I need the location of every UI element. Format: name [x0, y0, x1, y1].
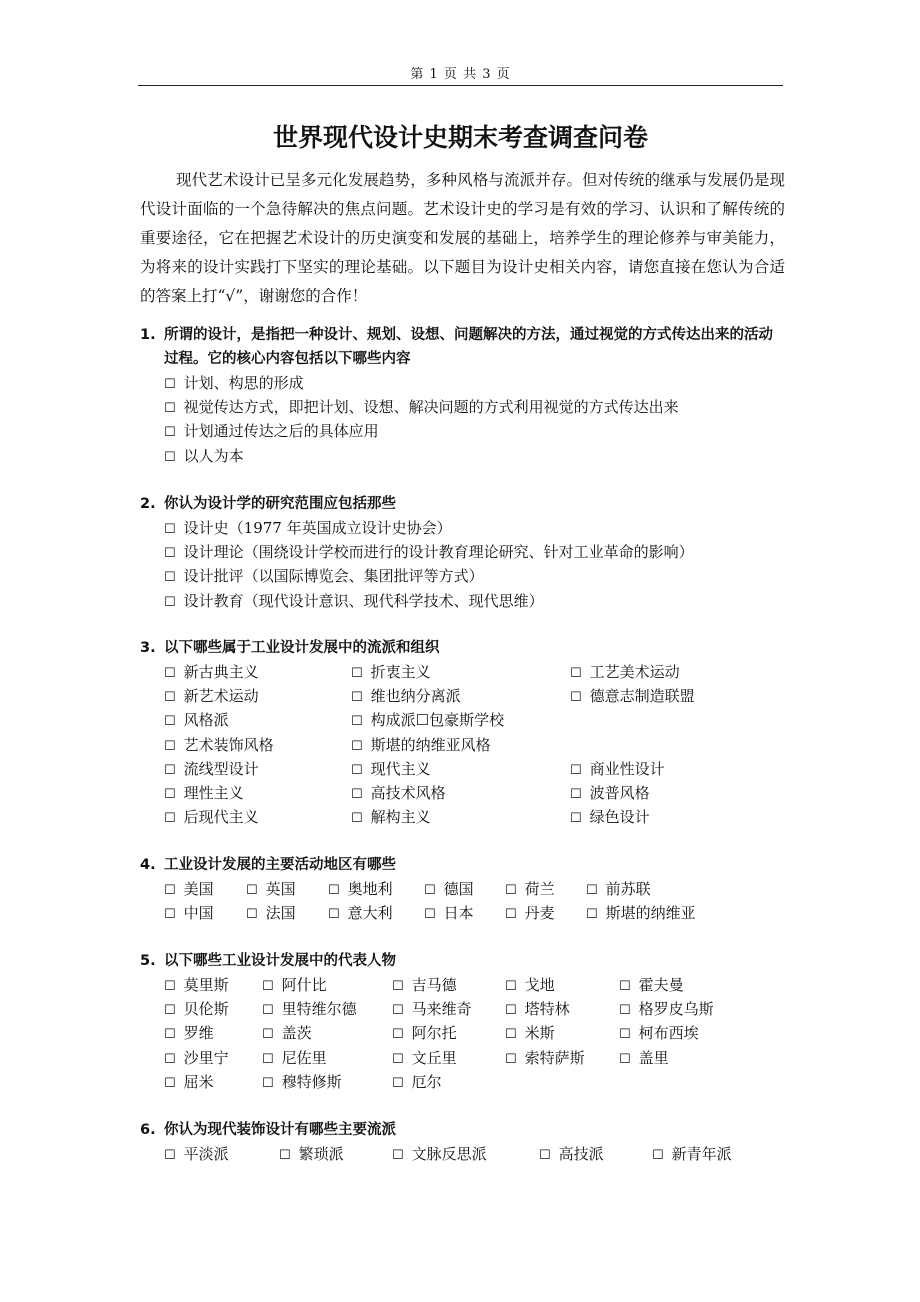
option-item[interactable] [351, 805, 431, 831]
checkbox-icon[interactable]: ☐ [164, 883, 176, 898]
option-label: 构成派☐包豪斯学校 [370, 711, 505, 730]
checkbox-icon[interactable]: ☐ [164, 449, 176, 465]
option-label: 工艺美术运动 [589, 663, 680, 681]
checkbox-icon[interactable]: ☐ [164, 594, 176, 610]
option-label: 波普风格 [589, 783, 650, 802]
option-row [164, 1021, 785, 1045]
checkbox-icon[interactable]: ☐ [164, 522, 176, 537]
option-item[interactable] [262, 1070, 342, 1096]
option-item[interactable] [164, 516, 452, 540]
option-label: 繁琐派 [298, 1145, 344, 1163]
checkbox-icon[interactable]: ☐ [164, 666, 176, 681]
option-item[interactable] [164, 589, 544, 613]
option-label: 后现代主义 [183, 808, 259, 827]
option-row [164, 1142, 785, 1166]
option-label: 屈米 [183, 1072, 214, 1091]
option-label: 格罗皮乌斯 [638, 1000, 714, 1019]
option-label: 高技术风格 [370, 783, 446, 802]
option-label: 设计批评（以国际博览会、集团批评等方式） [183, 567, 484, 586]
option-label: 理性主义 [183, 783, 244, 802]
option-label: 意大利 [347, 904, 393, 923]
option-item[interactable] [392, 1021, 457, 1047]
option-row [164, 684, 785, 708]
option-label: 马来维奇 [411, 1000, 472, 1019]
option-item[interactable] [619, 1046, 669, 1072]
option-list [140, 371, 785, 468]
checkbox-icon[interactable]: ☐ [539, 1148, 551, 1163]
option-label: 高技派 [558, 1145, 604, 1163]
option-item[interactable] [164, 1142, 229, 1168]
option-label: 以人为本 [183, 446, 244, 465]
option-item[interactable] [392, 1046, 457, 1072]
option-label: 流线型设计 [183, 759, 259, 778]
option-item[interactable] [164, 757, 259, 783]
option-label: 新青年派 [671, 1145, 732, 1163]
option-label: 设计理论（围绕设计学校而进行的设计教育理论研究、针对工业革命的影响） [183, 543, 694, 562]
checkbox-icon[interactable]: ☐ [351, 690, 363, 706]
option-row [164, 708, 785, 732]
question-text: 你认为设计学的研究范围应包括那些 [164, 496, 396, 512]
option-label: 德意志制造联盟 [589, 687, 695, 706]
option-label: 沙里宁 [183, 1048, 229, 1067]
checkbox-icon[interactable]: ☐ [164, 979, 176, 994]
checkbox-icon[interactable]: ☐ [505, 979, 517, 994]
option-item[interactable] [570, 660, 680, 686]
checkbox-icon[interactable]: ☐ [164, 401, 176, 417]
checkbox-icon[interactable]: ☐ [505, 1051, 517, 1067]
question-6 [140, 1118, 785, 1166]
option-item[interactable] [164, 444, 244, 468]
option-label: 索特萨斯 [524, 1048, 585, 1067]
option-item[interactable] [164, 973, 229, 999]
option-item[interactable] [279, 1142, 344, 1168]
option-item[interactable] [392, 973, 457, 999]
question-text: 工业设计发展的主要活动地区有哪些 [164, 857, 396, 873]
option-label: 阿尔托 [411, 1024, 457, 1043]
option-label: 斯堪的纳维亚风格 [370, 735, 491, 754]
option-label: 英国 [265, 880, 296, 898]
option-item[interactable] [351, 781, 446, 807]
option-item[interactable] [262, 973, 327, 999]
checkbox-icon[interactable]: ☐ [570, 690, 582, 706]
option-label: 穆特修斯 [281, 1072, 342, 1091]
option-item[interactable] [164, 1070, 214, 1096]
option-row [164, 444, 785, 468]
checkbox-icon[interactable]: ☐ [164, 1148, 176, 1163]
page-header: 第 1 页 共 3 页 [410, 67, 511, 82]
checkbox-icon[interactable]: ☐ [392, 1027, 404, 1043]
checkbox-icon[interactable]: ☐ [164, 690, 176, 706]
option-label: 新古典主义 [183, 663, 259, 681]
option-list [140, 516, 785, 613]
checkbox-icon[interactable]: ☐ [164, 811, 176, 827]
checkbox-icon[interactable]: ☐ [351, 786, 363, 802]
option-label: 塔特林 [524, 1000, 570, 1019]
option-row [164, 419, 785, 443]
checkbox-icon[interactable]: ☐ [619, 1051, 631, 1067]
option-label: 文丘里 [411, 1048, 457, 1067]
option-item[interactable] [164, 901, 214, 927]
question-5 [140, 949, 785, 1094]
option-row [164, 973, 785, 997]
option-label: 斯堪的纳维亚 [605, 904, 696, 923]
option-label: 法国 [265, 904, 296, 923]
option-item[interactable] [539, 1142, 604, 1168]
option-label: 丹麦 [524, 904, 555, 923]
option-item[interactable] [262, 1021, 312, 1047]
checkbox-icon[interactable]: ☐ [164, 546, 176, 562]
option-item[interactable] [505, 877, 555, 903]
checkbox-icon[interactable]: ☐ [351, 738, 363, 754]
option-label: 柯布西埃 [638, 1024, 699, 1043]
option-item[interactable] [505, 901, 555, 927]
question-number: 2. [140, 496, 156, 512]
option-label: 美国 [183, 880, 214, 898]
option-label: 新艺术运动 [183, 687, 259, 706]
option-label: 维也纳分离派 [370, 687, 461, 706]
checkbox-icon[interactable]: ☐ [164, 425, 176, 441]
checkbox-icon[interactable]: ☐ [619, 1003, 631, 1019]
option-label: 德国 [443, 880, 474, 898]
option-label: 奥地利 [347, 880, 393, 898]
option-item[interactable] [164, 540, 694, 564]
option-item[interactable] [505, 1021, 555, 1047]
checkbox-icon[interactable]: ☐ [570, 762, 582, 778]
option-label: 贝伦斯 [183, 1000, 229, 1019]
option-item[interactable] [164, 708, 229, 734]
option-list [140, 877, 785, 925]
option-item[interactable] [164, 684, 259, 710]
option-item[interactable] [505, 997, 570, 1023]
option-row [164, 371, 785, 395]
checkbox-icon[interactable]: ☐ [424, 907, 436, 923]
checkbox-icon[interactable]: ☐ [570, 786, 582, 802]
option-label: 米斯 [524, 1024, 555, 1043]
checkbox-icon[interactable]: ☐ [262, 1027, 274, 1043]
checkbox-icon[interactable]: ☐ [392, 1148, 404, 1163]
checkbox-icon[interactable]: ☐ [586, 907, 598, 923]
option-label: 艺术装饰风格 [183, 735, 274, 754]
checkbox-icon[interactable]: ☐ [351, 666, 363, 681]
question-text: 以下哪些属于工业设计发展中的流派和组织 [164, 640, 440, 656]
page-title: 世界现代设计史期末考查调查问卷 [272, 123, 648, 152]
option-item[interactable] [164, 564, 484, 588]
checkbox-icon[interactable]: ☐ [164, 907, 176, 923]
checkbox-icon[interactable]: ☐ [246, 907, 258, 923]
question-title [140, 949, 785, 973]
question-number: 1. [140, 327, 156, 343]
checkbox-icon[interactable]: ☐ [652, 1148, 664, 1163]
option-label: 视觉传达方式，即把计划、设想、解决问题的方式利用视觉的方式传达出来 [183, 398, 679, 417]
option-item[interactable] [164, 1046, 229, 1072]
checkbox-icon[interactable]: ☐ [262, 979, 274, 994]
option-item[interactable] [351, 757, 431, 783]
option-item[interactable] [164, 805, 259, 831]
option-item[interactable] [351, 660, 431, 686]
question-title [140, 323, 785, 371]
checkbox-icon[interactable]: ☐ [619, 979, 631, 994]
header-rule [138, 85, 783, 86]
intro-paragraph: 现代艺术设计已呈多元化发展趋势，多种风格与流派并存。但对传统的继承与发展仍是现代设计面临的一个急待解决的焦点问题。艺术设计史的学习是有效的学习、认识和了解传统的重要途径，它在把握艺术设计的历史演变和发展的基础上，培养学生的理论修养与审美能力，为将来的设计实践打下坚实的理论基础。以下题目为设计史相关内容，请您直接在您认为合适的答案上打“√”，谢谢您的合作！ [140, 171, 785, 305]
option-row [164, 781, 785, 805]
option-item[interactable] [164, 733, 274, 759]
option-label: 计划、构思的形成 [183, 374, 304, 392]
checkbox-icon[interactable]: ☐ [262, 1003, 274, 1019]
option-item[interactable] [164, 1021, 214, 1047]
option-item[interactable] [570, 781, 650, 807]
option-item[interactable] [505, 1046, 585, 1072]
option-label: 厄尔 [411, 1072, 442, 1091]
option-item[interactable] [246, 901, 296, 927]
option-list [140, 660, 785, 829]
option-item[interactable] [164, 660, 259, 686]
question-text: 以下哪些工业设计发展中的代表人物 [164, 953, 396, 969]
option-row [164, 901, 785, 925]
option-label: 前苏联 [605, 880, 651, 898]
option-row [164, 660, 785, 684]
option-label: 计划通过传达之后的具体应用 [183, 422, 379, 441]
option-label: 里特维尔德 [281, 1000, 357, 1019]
option-row [164, 395, 785, 419]
option-item[interactable] [424, 901, 474, 927]
option-label: 莫里斯 [183, 976, 229, 994]
option-item[interactable] [328, 877, 393, 903]
question-number: 4. [140, 857, 156, 873]
checkbox-icon[interactable]: ☐ [351, 762, 363, 778]
option-row [164, 1046, 785, 1070]
option-row [164, 877, 785, 901]
question-title [140, 636, 785, 660]
option-label: 商业性设计 [589, 759, 665, 778]
option-label: 霍夫曼 [638, 976, 684, 994]
option-label: 盖茨 [281, 1024, 312, 1043]
checkbox-icon[interactable]: ☐ [164, 762, 176, 778]
question-number: 5. [140, 953, 156, 969]
checkbox-icon[interactable]: ☐ [392, 979, 404, 994]
checkbox-icon[interactable]: ☐ [164, 1003, 176, 1019]
option-item[interactable] [164, 419, 379, 443]
option-item[interactable] [164, 781, 244, 807]
checkbox-icon[interactable]: ☐ [164, 714, 176, 730]
option-item[interactable] [392, 1070, 442, 1096]
question-4 [140, 853, 785, 925]
option-item[interactable] [652, 1142, 732, 1168]
option-item[interactable] [328, 901, 393, 927]
option-item[interactable] [586, 877, 651, 903]
option-label: 阿什比 [281, 976, 327, 994]
checkbox-icon[interactable]: ☐ [392, 1051, 404, 1067]
question-text: 你认为现代装饰设计有哪些主要流派 [164, 1122, 396, 1138]
question-title [140, 853, 785, 877]
option-row [164, 540, 785, 564]
option-row [164, 1070, 785, 1094]
checkbox-icon[interactable]: ☐ [164, 738, 176, 754]
option-item[interactable] [164, 997, 229, 1023]
question-title [140, 1118, 785, 1142]
option-item[interactable] [164, 371, 304, 395]
option-label: 风格派 [183, 711, 229, 730]
checkbox-icon[interactable]: ☐ [392, 1075, 404, 1091]
option-item[interactable] [619, 973, 684, 999]
checkbox-icon[interactable]: ☐ [570, 811, 582, 827]
checkbox-icon[interactable]: ☐ [505, 883, 517, 898]
checkbox-icon[interactable]: ☐ [328, 883, 340, 898]
option-label: 设计史（1977 年英国成立设计史协会） [183, 519, 452, 537]
option-label: 盖里 [638, 1048, 669, 1067]
option-item[interactable] [392, 1142, 487, 1168]
checkbox-icon[interactable]: ☐ [505, 1003, 517, 1019]
option-label: 吉马德 [411, 976, 457, 994]
option-item[interactable] [586, 901, 696, 927]
checkbox-icon[interactable]: ☐ [164, 1027, 176, 1043]
checkbox-icon[interactable]: ☐ [586, 883, 598, 898]
option-item[interactable] [164, 395, 679, 419]
question-3 [140, 636, 785, 829]
option-item[interactable] [246, 877, 296, 903]
option-row [164, 757, 785, 781]
option-row [164, 589, 785, 613]
option-item[interactable] [619, 1021, 699, 1047]
option-label: 折衷主义 [370, 663, 431, 681]
option-item[interactable] [351, 708, 504, 734]
checkbox-icon[interactable]: ☐ [392, 1003, 404, 1019]
checkbox-icon[interactable]: ☐ [164, 570, 176, 586]
option-item[interactable] [570, 684, 695, 710]
option-label: 尼佐里 [281, 1048, 327, 1067]
checkbox-icon[interactable]: ☐ [424, 883, 436, 898]
question-text: 所谓的设计，是指把一种设计、规划、设想、问题解决的方法，通过视觉的方式传达出来的活动过程。它的核心内容包括以下哪些内容 [164, 327, 773, 367]
option-row [164, 516, 785, 540]
checkbox-icon[interactable]: ☐ [164, 786, 176, 802]
option-row [164, 564, 785, 588]
question-title [140, 492, 785, 516]
option-row [164, 997, 785, 1021]
checkbox-icon[interactable]: ☐ [351, 811, 363, 827]
checkbox-icon[interactable]: ☐ [246, 883, 258, 898]
checkbox-icon[interactable]: ☐ [279, 1148, 291, 1163]
option-label: 文脉反思派 [411, 1145, 487, 1163]
option-label: 荷兰 [524, 880, 555, 898]
question-number: 6. [140, 1122, 156, 1138]
option-list [140, 1142, 785, 1166]
checkbox-icon[interactable]: ☐ [505, 907, 517, 923]
checkbox-icon[interactable]: ☐ [164, 377, 176, 392]
checkbox-icon[interactable]: ☐ [328, 907, 340, 923]
option-label: 罗维 [183, 1024, 214, 1043]
option-label: 日本 [443, 904, 474, 923]
question-1 [140, 323, 785, 468]
option-item[interactable] [619, 997, 714, 1023]
option-label: 设计教育（现代设计意识、现代科学技术、现代思维） [183, 591, 544, 610]
checkbox-icon[interactable]: ☐ [505, 1027, 517, 1043]
checkbox-icon[interactable]: ☐ [164, 1051, 176, 1067]
checkbox-icon[interactable]: ☐ [619, 1027, 631, 1043]
option-label: 绿色设计 [589, 808, 650, 827]
option-label: 现代主义 [370, 759, 431, 778]
option-row [164, 805, 785, 829]
option-item[interactable] [570, 757, 665, 783]
option-item[interactable] [392, 997, 472, 1023]
checkbox-icon[interactable]: ☐ [570, 666, 582, 681]
option-item[interactable] [262, 1046, 327, 1072]
question-number: 3. [140, 640, 156, 656]
option-item[interactable] [351, 684, 461, 710]
checkbox-icon[interactable]: ☐ [262, 1051, 274, 1067]
option-item[interactable] [505, 973, 555, 999]
checkbox-icon[interactable]: ☐ [164, 1075, 176, 1091]
question-2 [140, 492, 785, 613]
option-label: 平淡派 [183, 1145, 229, 1163]
checkbox-icon[interactable]: ☐ [351, 714, 363, 730]
option-item[interactable] [570, 805, 650, 831]
option-list [140, 973, 785, 1094]
option-item[interactable] [164, 877, 214, 903]
checkbox-icon[interactable]: ☐ [262, 1075, 274, 1091]
option-item[interactable] [351, 733, 491, 759]
option-label: 戈地 [524, 976, 555, 994]
option-item[interactable] [262, 997, 357, 1023]
option-item[interactable] [424, 877, 474, 903]
option-label: 解构主义 [370, 808, 431, 827]
option-row [164, 733, 785, 757]
option-label: 中国 [183, 904, 214, 923]
